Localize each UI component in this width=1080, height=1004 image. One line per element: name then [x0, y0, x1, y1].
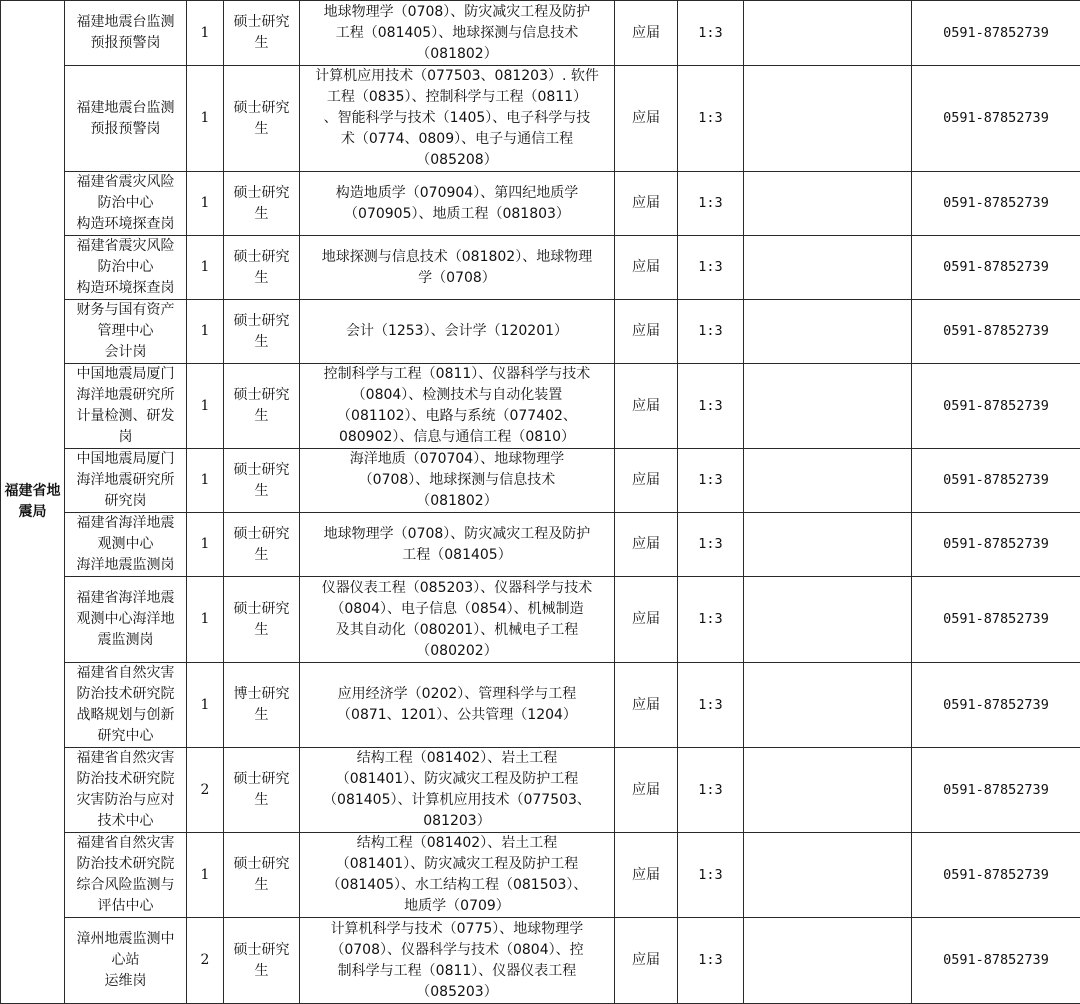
cell-line: 福建省震灾风险 [77, 238, 175, 254]
headcount-cell: 1 [187, 1, 224, 66]
cell-line: 生 [255, 547, 269, 563]
cell-line: 学（0708） [418, 270, 496, 286]
cell-line: 地球物理学（0708）、防灾减灾工程及防护 [324, 526, 591, 542]
cell-line: 硕士研究 [234, 185, 290, 201]
cell-line: 地球探测与信息技术（081802）、地球物理 [322, 249, 592, 265]
contact-phone-cell: 0591-87852739 [912, 449, 1080, 513]
applicant-source-cell: 应届 [615, 918, 678, 1004]
cell-line: 生 [255, 121, 269, 137]
cell-line: 硕士研究 [234, 462, 290, 478]
degree-cell [224, 833, 300, 918]
cell-line: 硕士研究 [234, 249, 290, 265]
majors-cell [300, 66, 615, 172]
ratio-cell: 1:3 [678, 577, 744, 663]
unit-position-cell [65, 833, 187, 918]
table-row [1, 172, 1080, 236]
degree-cell [224, 1, 300, 66]
cell-line: （081401）、防灾减灾工程及防护工程 [336, 856, 578, 872]
remarks-cell [744, 918, 912, 1004]
degree-cell [224, 236, 300, 300]
headcount-cell: 1 [187, 236, 224, 300]
cell-line: （070905）、地质工程（081803） [344, 206, 570, 222]
ratio-cell: 1:3 [678, 918, 744, 1004]
unit-position-cell [65, 1, 187, 66]
headcount-cell: 1 [187, 663, 224, 748]
majors-cell [300, 300, 615, 364]
cell-line: 海洋地震监测岗 [77, 557, 175, 573]
cell-line: 计量检测、研发 [77, 408, 175, 424]
majors-cell [300, 236, 615, 300]
cell-line: 控制科学与工程（0811）、仪器科学与技术 [324, 366, 591, 382]
applicant-source-cell: 应届 [615, 1, 678, 66]
cell-line: 仪器仪表工程（085203）、仪器科学与技术 [322, 580, 592, 596]
remarks-cell [744, 1, 912, 66]
degree-cell [224, 172, 300, 236]
ratio-cell: 1:3 [678, 513, 744, 577]
ratio-cell: 1:3 [678, 364, 744, 449]
unit-position-cell [65, 236, 187, 300]
cell-line: 工程（081405） [402, 547, 511, 563]
headcount-cell: 1 [187, 449, 224, 513]
ratio-cell: 1:3 [678, 236, 744, 300]
cell-line: （085203） [416, 984, 497, 1000]
table-body [1, 1, 1080, 1004]
cell-line: 构造环境探查岗 [77, 216, 175, 232]
table-row [1, 66, 1080, 172]
cell-line: 会计（1253）、会计学（120201） [346, 323, 568, 339]
headcount-cell: 1 [187, 364, 224, 449]
cell-line: 技术中心 [98, 813, 154, 829]
ratio-cell: 1:3 [678, 1, 744, 66]
unit-position-cell [65, 364, 187, 449]
contact-phone-cell: 0591-87852739 [912, 172, 1080, 236]
remarks-cell [744, 513, 912, 577]
applicant-source-cell: 应届 [615, 66, 678, 172]
cell-line: 生 [255, 707, 269, 723]
contact-phone-cell: 0591-87852739 [912, 66, 1080, 172]
unit-position-cell [65, 66, 187, 172]
contact-phone-cell: 0591-87852739 [912, 513, 1080, 577]
cell-line: （081405）、水工结构工程（081503）、 [327, 877, 588, 893]
cell-line: 中国地震局厦门 [77, 366, 175, 382]
contact-phone-cell: 0591-87852739 [912, 577, 1080, 663]
cell-line: 硕士研究 [234, 771, 290, 787]
cell-line: 生 [255, 206, 269, 222]
cell-line: 计算机科学与技术（0775）、地球物理学 [331, 921, 584, 937]
applicant-source-cell: 应届 [615, 236, 678, 300]
cell-line: 结构工程（081402）、岩土工程 [357, 750, 557, 766]
contact-phone-cell: 0591-87852739 [912, 748, 1080, 833]
cell-line: 术（0774、0809）、电子与通信工程 [341, 131, 573, 147]
headcount-cell: 1 [187, 513, 224, 577]
majors-cell [300, 833, 615, 918]
remarks-cell [744, 172, 912, 236]
table-row [1, 236, 1080, 300]
cell-line: 漳州地震监测中 [77, 931, 175, 947]
cell-line: 观测中心海洋地 [77, 611, 175, 627]
cell-line: 生 [255, 483, 269, 499]
cell-line: 生 [255, 877, 269, 893]
cell-line: 岗 [119, 429, 133, 445]
table-row [1, 513, 1080, 577]
cell-line: 防治中心 [98, 259, 154, 275]
headcount-cell: 1 [187, 577, 224, 663]
degree-cell [224, 577, 300, 663]
cell-line: 硕士研究 [234, 856, 290, 872]
cell-line: 防治技术研究院 [77, 771, 175, 787]
ratio-cell: 1:3 [678, 663, 744, 748]
contact-phone-cell: 0591-87852739 [912, 833, 1080, 918]
cell-line: 构造环境探查岗 [77, 280, 175, 296]
cell-line: 生 [255, 622, 269, 638]
cell-line: （0804）、检测技术与自动化装置 [352, 387, 563, 403]
cell-line: 心站 [112, 952, 140, 968]
applicant-source-cell: 应届 [615, 513, 678, 577]
contact-phone-cell: 0591-87852739 [912, 364, 1080, 449]
cell-line: 综合风险监测与 [77, 877, 175, 893]
applicant-source-cell: 应届 [615, 300, 678, 364]
cell-line: 福建省自然灾害 [77, 835, 175, 851]
cell-line: 081203） [423, 813, 490, 829]
cell-line: 灾害防治与应对 [77, 792, 175, 808]
table-row [1, 748, 1080, 833]
cell-line: （0804）、电子信息（0854）、机械制造 [330, 601, 583, 617]
degree-cell [224, 918, 300, 1004]
contact-phone-cell: 0591-87852739 [912, 663, 1080, 748]
unit-position-cell [65, 918, 187, 1004]
contact-phone-cell: 0591-87852739 [912, 236, 1080, 300]
cell-line: 海洋地质（070704）、地球物理学 [350, 451, 564, 467]
cell-line: 构造地质学（070904）、第四纪地质学 [336, 185, 578, 201]
remarks-cell [744, 833, 912, 918]
cell-line: （081802） [416, 493, 497, 509]
cell-line: 地球物理学（0708）、防灾减灾工程及防护 [324, 4, 591, 20]
unit-position-cell [65, 172, 187, 236]
contact-phone-cell: 0591-87852739 [912, 918, 1080, 1004]
ratio-cell: 1:3 [678, 748, 744, 833]
majors-cell [300, 577, 615, 663]
bureau-cell [1, 1, 65, 1004]
remarks-cell [744, 364, 912, 449]
cell-line: （081401）、防灾减灾工程及防护工程 [336, 771, 578, 787]
cell-line: （0871、1201）、公共管理（1204） [337, 707, 577, 723]
cell-line: 博士研究 [234, 686, 290, 702]
applicant-source-cell: 应届 [615, 172, 678, 236]
cell-line: 福建省震灾风险 [77, 174, 175, 190]
applicant-source-cell: 应届 [615, 364, 678, 449]
cell-line: 预报预警岗 [91, 35, 161, 51]
ratio-cell: 1:3 [678, 449, 744, 513]
cell-line: （081802） [416, 46, 497, 62]
cell-line: （0708）、仪器科学与技术（0804）、控 [330, 942, 583, 958]
cell-line: 福建省海洋地震 [77, 515, 175, 531]
cell-line: （081405）、计算机应用技术（077503、 [323, 792, 591, 808]
cell-line: 生 [255, 963, 269, 979]
cell-line: 硕士研究 [234, 313, 290, 329]
cell-line: 会计岗 [105, 344, 147, 360]
cell-line: 福建地震台监测 [77, 100, 175, 116]
unit-position-cell [65, 449, 187, 513]
unit-position-cell [65, 663, 187, 748]
cell-line: 及其自动化（080201）、机械电子工程 [336, 622, 578, 638]
cell-line: 战略规划与创新 [77, 707, 175, 723]
remarks-cell [744, 748, 912, 833]
cell-line: 震监测岗 [98, 632, 154, 648]
remarks-cell [744, 66, 912, 172]
table-row [1, 449, 1080, 513]
cell-line: 海洋地震研究所 [77, 472, 175, 488]
headcount-cell: 1 [187, 300, 224, 364]
degree-cell [224, 663, 300, 748]
degree-cell [224, 513, 300, 577]
table-row [1, 918, 1080, 1004]
remarks-cell [744, 663, 912, 748]
majors-cell [300, 1, 615, 66]
remarks-cell [744, 449, 912, 513]
cell-line: 观测中心 [98, 536, 154, 552]
applicant-source-cell: 应届 [615, 449, 678, 513]
degree-cell [224, 748, 300, 833]
majors-cell [300, 172, 615, 236]
cell-line: 运维岗 [105, 973, 147, 989]
cell-line: 财务与国有资产 [77, 302, 175, 318]
cell-line: 工程（0835）、控制科学与工程（0811） [327, 89, 587, 105]
headcount-cell: 1 [187, 172, 224, 236]
cell-line: （085208） [416, 152, 497, 168]
cell-line: 硕士研究 [234, 387, 290, 403]
headcount-cell: 1 [187, 833, 224, 918]
remarks-cell [744, 300, 912, 364]
ratio-cell: 1:3 [678, 66, 744, 172]
cell-line: 生 [255, 334, 269, 350]
table-row [1, 300, 1080, 364]
applicant-source-cell: 应届 [615, 663, 678, 748]
cell-line: 计算机应用技术（077503、081203）. 软件 [315, 68, 599, 84]
majors-cell [300, 364, 615, 449]
cell-line: 预报预警岗 [91, 121, 161, 137]
unit-position-cell [65, 577, 187, 663]
cell-line: 硕士研究 [234, 942, 290, 958]
cell-line: 硕士研究 [234, 14, 290, 30]
cell-line: 硕士研究 [234, 526, 290, 542]
remarks-cell [744, 577, 912, 663]
table-row [1, 833, 1080, 918]
table-row [1, 1, 1080, 66]
cell-line: 研究岗 [105, 493, 147, 509]
cell-line: 硕士研究 [234, 100, 290, 116]
cell-line: 制科学与工程（0811）、仪器仪表工程 [338, 963, 577, 979]
headcount-cell: 1 [187, 66, 224, 172]
table-row [1, 663, 1080, 748]
majors-cell [300, 918, 615, 1004]
cell-line: 中国地震局厦门 [77, 451, 175, 467]
cell-line: 应用经济学（0202）、管理科学与工程 [338, 686, 577, 702]
ratio-cell: 1:3 [678, 172, 744, 236]
degree-cell [224, 300, 300, 364]
ratio-cell: 1:3 [678, 833, 744, 918]
cell-line: 地质学（0709） [404, 898, 510, 914]
cell-line: 生 [255, 270, 269, 286]
applicant-source-cell: 应届 [615, 577, 678, 663]
cell-line: 管理中心 [98, 323, 154, 339]
degree-cell [224, 449, 300, 513]
cell-line: 研究中心 [98, 728, 154, 744]
cell-line: 结构工程（081402）、岩土工程 [357, 835, 557, 851]
table-row [1, 577, 1080, 663]
unit-position-cell [65, 513, 187, 577]
cell-line: 生 [255, 35, 269, 51]
headcount-cell: 2 [187, 918, 224, 1004]
degree-cell [224, 66, 300, 172]
unit-position-cell [65, 300, 187, 364]
ratio-cell: 1:3 [678, 300, 744, 364]
cell-line: 防治技术研究院 [77, 856, 175, 872]
headcount-cell: 2 [187, 748, 224, 833]
unit-position-cell [65, 748, 187, 833]
table-row [1, 364, 1080, 449]
majors-cell [300, 513, 615, 577]
majors-cell [300, 449, 615, 513]
degree-cell [224, 364, 300, 449]
cell-line: 福建省自然灾害 [77, 665, 175, 681]
cell-line: 生 [255, 408, 269, 424]
cell-line: 、智能科学与技术（1405）、电子科学与技 [324, 110, 591, 126]
majors-cell [300, 748, 615, 833]
applicant-source-cell: 应届 [615, 833, 678, 918]
cell-line: 生 [255, 792, 269, 808]
remarks-cell [744, 236, 912, 300]
cell-line: 工程（081405）、地球探测与信息技术 [336, 25, 578, 41]
cell-line: 防治技术研究院 [77, 686, 175, 702]
cell-line: 080902）、信息与通信工程（0810） [339, 429, 575, 445]
cell-line: 防治中心 [98, 195, 154, 211]
cell-line: （080202） [416, 643, 497, 659]
cell-line: 评估中心 [98, 898, 154, 914]
cell-line: （081102）、电路与系统（077402、 [337, 408, 577, 424]
cell-line: 硕士研究 [234, 601, 290, 617]
applicant-source-cell: 应届 [615, 748, 678, 833]
bureau-name: 福建省地震局 [5, 483, 61, 520]
cell-line: 福建省海洋地震 [77, 590, 175, 606]
cell-line: 海洋地震研究所 [77, 387, 175, 403]
cell-line: 福建省自然灾害 [77, 750, 175, 766]
contact-phone-cell: 0591-87852739 [912, 1, 1080, 66]
contact-phone-cell: 0591-87852739 [912, 300, 1080, 364]
majors-cell [300, 663, 615, 748]
cell-line: 福建地震台监测 [77, 14, 175, 30]
cell-line: （0708）、地球探测与信息技术 [359, 472, 556, 488]
